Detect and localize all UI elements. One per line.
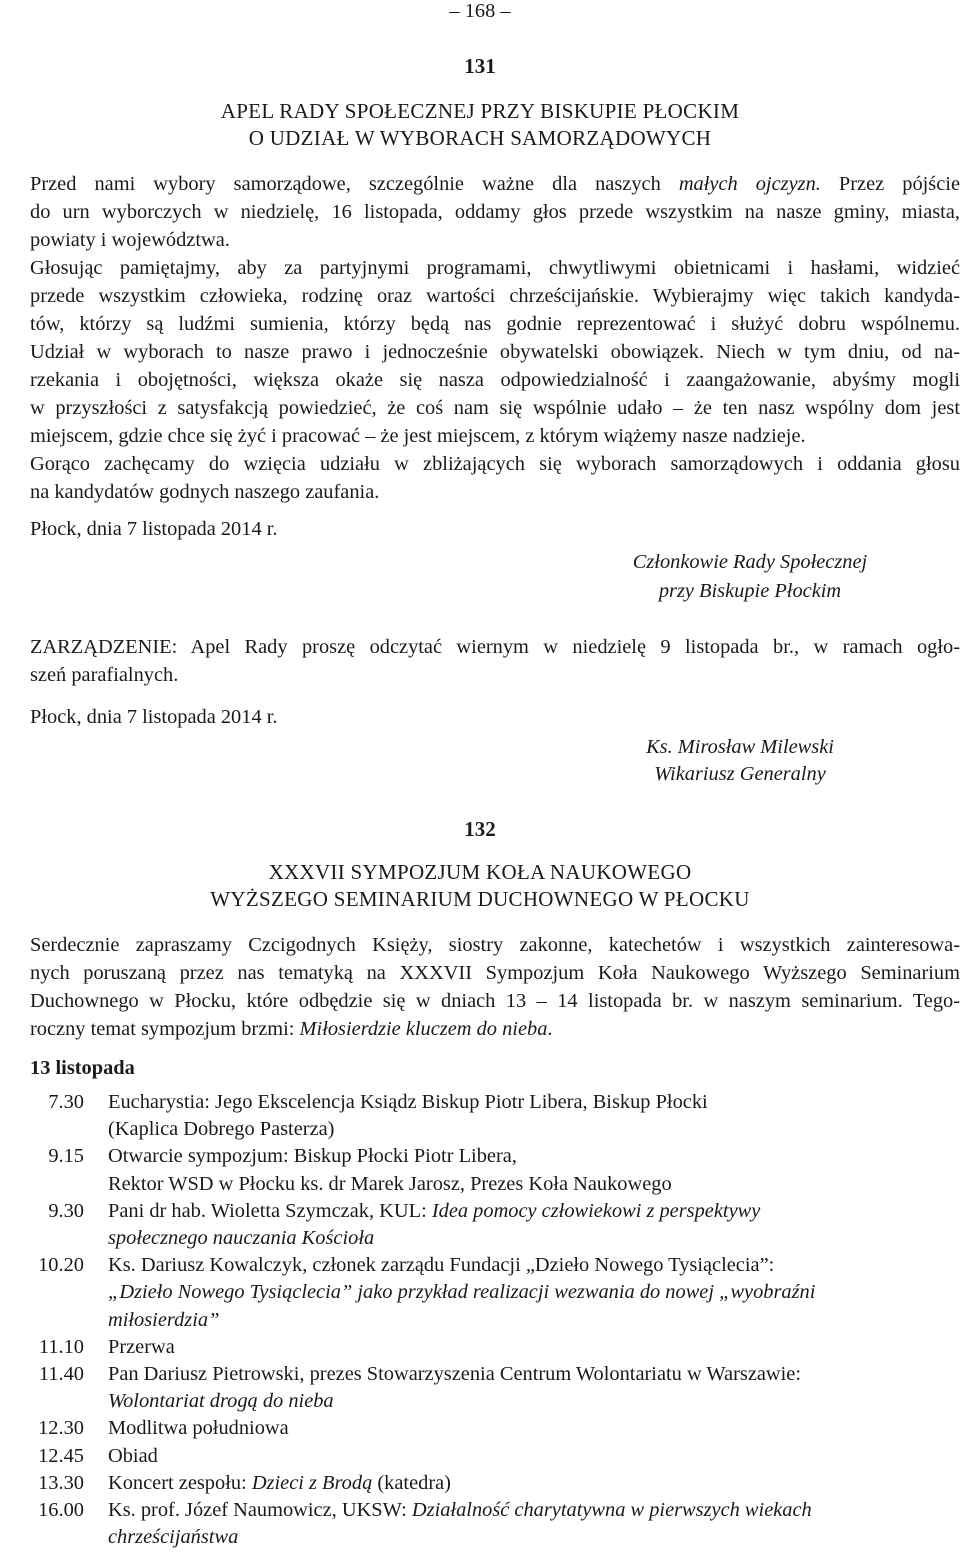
program-text-line [108, 1171, 960, 1198]
program-text: Rektor WSD w Płocku ks. dr Marek Jarosz, Prezes Koła Naukowego [108, 1172, 672, 1195]
document-title-line-2: O UDZIAŁ W WYBORACH SAMORZĄDOWYCH [248, 126, 712, 150]
body-line: w przyszłości z satysfakcją powiedzieć, że coś nam się wspólnie udało – że ten nasz wspólny dom jest [30, 397, 960, 419]
order-line-1: ZARZĄDZENIE: Apel Rady proszę odczytać wiernym w niedzielę 9 listopada br., w ramach ogło- [30, 636, 960, 658]
program-text-line [108, 1252, 960, 1279]
order-line-2: szeń parafialnych. [30, 664, 179, 686]
page-number: – 168 – [449, 0, 511, 22]
program-time: 10.20 [38, 1254, 84, 1277]
program-text-line [108, 1361, 960, 1388]
program-text-line [108, 1089, 960, 1116]
program-title: „Dzieło Nowego Tysiąclecia” jako przykład realizacji wezwania do nowej „wyobraźni [108, 1281, 816, 1304]
body-text: Przed nami wybory samorządowe, szczególnie ważne dla naszych [30, 173, 679, 195]
body-italic: małych ojczyzn. [678, 173, 821, 195]
program-item [0, 1089, 960, 1143]
signer-role: Wikariusz Generalny [654, 763, 826, 785]
program-text-line [108, 1334, 960, 1361]
body-text: . [547, 1018, 553, 1040]
body-line: Gorąco zachęcamy do wzięcia udziału w zbliżających się wyborach samorządowych i oddania głosu [30, 453, 960, 475]
program-text-line [108, 1497, 960, 1524]
body-line: Udział w wyborach to nasze prawo i jednocześnie obywatelski obowiązek. Niech w tym dniu, od na- [30, 341, 960, 363]
body-line: do urn wyborczych w niedzielę, 16 listopada, oddamy głos przede wszystkim na nasze gminy, miasta, [30, 201, 960, 223]
program-item [0, 1198, 960, 1252]
body-line [30, 171, 960, 198]
document-number: 131 [464, 54, 496, 78]
program-title: społecznego nauczania Kościoła [108, 1226, 375, 1249]
program-text: Pani dr hab. Wioletta Szymczak, KUL: [108, 1199, 432, 1222]
body-line: miejscem, gdzie chce się żyć i pracować – że jest miejscem, z którym wiążemy nasze nadzieje. [30, 425, 806, 447]
body-line: Duchownego w Płocku, które odbędzie się w dniach 13 – 14 listopada br. w naszym seminarium. Tego- [30, 990, 960, 1012]
program-text-line [108, 1198, 960, 1225]
body-line [30, 1016, 960, 1043]
program-text: (katedra) [372, 1471, 451, 1494]
program-text: Ks. Dariusz Kowalczyk, członek zarządu Fundacji „Dzieło Nowego Tysiąclecia”: [108, 1254, 775, 1277]
program-title: Dzieci z Brodą [251, 1471, 373, 1494]
program-text-line [108, 1116, 960, 1143]
program-time: 9.30 [48, 1199, 84, 1222]
program-text-line [108, 1279, 960, 1306]
program-title: Działalność charytatywna w pierwszych wiekach [411, 1499, 812, 1521]
program-time: 16.00 [38, 1499, 84, 1521]
body-line: rzekania i obojętności, większa okaże się nasza odpowiedzialność i zaangażowanie, abyśmy mogli [30, 369, 960, 391]
body-text: Przez pójście [820, 173, 960, 195]
program-time: 7.30 [48, 1091, 84, 1113]
program-text-line [108, 1388, 960, 1415]
document-title-line-1: APEL RADY SPOŁECZNEJ PRZY BISKUPIE PŁOCKIM [220, 99, 740, 123]
program-text: Otwarcie sympozjum: Biskup Płocki Piotr Libera, [108, 1145, 517, 1168]
program-title: chrześcijaństwa [108, 1526, 239, 1549]
document-title-line-1: XXXVII SYMPOZJUM KOŁA NAUKOWEGO [268, 860, 692, 884]
signature-line-2: przy Biskupie Płockim [658, 580, 842, 602]
symposium-theme: Miłosierdzie kluczem do nieba [299, 1018, 548, 1040]
program-item [0, 1361, 960, 1415]
program-item [0, 1415, 960, 1442]
program-time: 11.40 [38, 1363, 84, 1385]
program-text: Pan Dariusz Pietrowski, prezes Stowarzyszenia Centrum Wolontariatu w Warszawie: [108, 1363, 802, 1385]
program-title: miłosierdzia” [108, 1308, 220, 1331]
signature-block [600, 548, 900, 606]
body-line: Serdecznie zapraszamy Czcigodnych Księży, siostry zakonne, katechetów i wszystkich zainteresowa- [30, 934, 960, 956]
program-text-line [108, 1470, 960, 1497]
program-time: 12.30 [38, 1417, 84, 1440]
program-text-line [108, 1225, 960, 1252]
program-item [0, 1497, 960, 1551]
body-line: powiaty i województwa. [30, 229, 230, 251]
program-text: Ks. prof. Józef Naumowicz, UKSW: [108, 1499, 412, 1521]
day-label: 13 listopada [30, 1057, 135, 1079]
document-date: Płock, dnia 7 listopada 2014 r. [30, 518, 278, 540]
program-text-line [108, 1143, 960, 1170]
document-title-line-2: WYŻSZEGO SEMINARIUM DUCHOWNEGO W PŁOCKU [210, 887, 750, 911]
program-text: Przerwa [108, 1335, 175, 1358]
program-item [0, 1443, 960, 1470]
program-item [0, 1334, 960, 1361]
program-time: 12.45 [38, 1444, 84, 1467]
program-text: Modlitwa południowa [108, 1417, 289, 1440]
program-item [0, 1143, 960, 1197]
program-text: Eucharystia: Jego Ekscelencja Ksiądz Biskup Piotr Libera, Biskup Płocki [108, 1091, 708, 1113]
program-title: Wolontariat drogą do nieba [108, 1390, 334, 1413]
body-line: tów, którzy są ludźmi sumienia, którzy będą nas godnie reprezentować i służyć dobru wspólnemu. [30, 313, 960, 335]
program-time: 9.15 [48, 1145, 84, 1168]
program-item [0, 1470, 960, 1497]
program-time: 13.30 [38, 1471, 84, 1494]
program-text: (Kaplica Dobrego Pasterza) [108, 1118, 335, 1141]
signature-line-1: Członkowie Rady Społecznej [632, 551, 868, 573]
order-date: Płock, dnia 7 listopada 2014 r. [30, 706, 278, 728]
document-number: 132 [464, 817, 496, 841]
body-line: przede wszystkim człowieka, rodzinę oraz wartości chrześcijańskie. Wybierajmy więc takich kandyda- [30, 285, 960, 307]
program-item [0, 1252, 960, 1334]
signer-block [590, 734, 890, 788]
program-text-line [108, 1443, 960, 1470]
body-text: roczny temat sympozjum brzmi: [30, 1018, 300, 1040]
body-line: Głosując pamiętajmy, aby za partyjnymi programami, chwytliwymi obietnicami i hasłami, widzieć [30, 257, 960, 279]
program-time: 11.10 [38, 1335, 84, 1358]
program-text: Koncert zespołu: [108, 1471, 252, 1494]
program-text: Obiad [108, 1444, 158, 1467]
program-text-line [108, 1307, 960, 1334]
body-line: na kandydatów godnych naszego zaufania. [30, 481, 380, 503]
program-text-line [108, 1524, 960, 1551]
signer-name: Ks. Mirosław Milewski [646, 736, 834, 758]
program-title: Idea pomocy człowiekowi z perspektywy [431, 1199, 761, 1222]
program-text-line [108, 1415, 960, 1442]
body-line: nych poruszaną przez nas tematyką na XXXVII Sympozjum Koła Naukowego Wyższego Seminarium [30, 962, 960, 984]
